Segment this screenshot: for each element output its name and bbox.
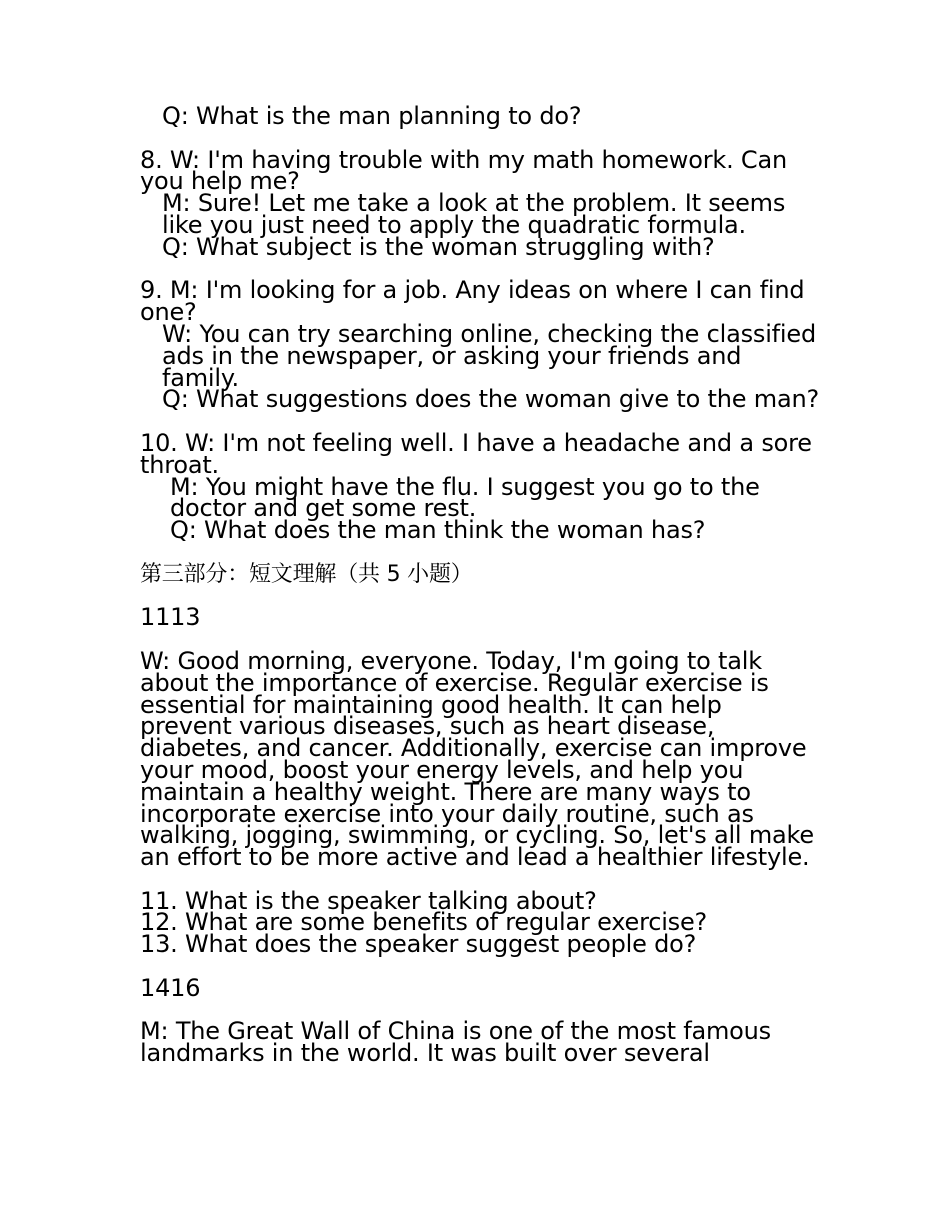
section-3-heading-block	[140, 561, 820, 587]
dialogue-8-question: Q: What subject is the woman struggling with?	[162, 232, 715, 261]
dialogue-10-man: M: You might have the flu. I suggest you go to the doctor and get some rest.	[170, 472, 768, 523]
dialogue-8-man: M: Sure! Let me take a look at the problem. It seems like you just need to apply the quadratic formula.	[162, 189, 793, 239]
dialogue-7-question-block	[140, 102, 820, 130]
passage-1-questions	[140, 886, 820, 959]
question-13: 13. What does the speaker suggest people do?	[140, 930, 697, 959]
group-1-label-block	[140, 603, 820, 632]
dialogue-10	[140, 428, 820, 545]
dialogue-9-man: 9. M: I'm looking for a job. Any ideas on where I can find one?	[140, 276, 812, 327]
passage-2-block	[140, 1017, 820, 1068]
group-1-label: 1113	[140, 603, 201, 632]
dialogue-9	[140, 276, 824, 414]
dialogue-9-woman: W: You can try searching online, checking the classified ads in the newspaper, or asking your friends and family.	[162, 319, 824, 392]
dialogue-10-woman: 10. W: I'm not feeling well. I have a headache and a sore throat.	[140, 428, 820, 479]
dialogue-8-woman: 8. W: I'm having trouble with my math homework. Can you help me?	[140, 145, 795, 196]
dialogue-8	[140, 145, 820, 261]
document-body	[140, 102, 824, 1087]
dialogue-10-question: Q: What does the man think the woman has?	[170, 516, 706, 545]
group-2-label-block	[140, 973, 820, 1002]
question-11: 11. What is the speaker talking about?	[140, 886, 597, 915]
dialogue-9-question: Q: What suggestions does the woman give to the man?	[162, 385, 819, 414]
section-3-heading: 第三部分：短文理解（共 5 小题）	[140, 561, 473, 587]
question-12: 12. What are some benefits of regular exercise?	[140, 908, 708, 937]
passage-2-text: M: The Great Wall of China is one of the most famous landmarks in the world. It was built over several	[140, 1017, 779, 1068]
group-2-label: 1416	[140, 973, 201, 1002]
passage-1-block	[140, 646, 822, 872]
passage-1-text: W: Good morning, everyone. Today, I'm going to talk about the importance of exercise. Regular exercise is essential for maintaining good health. It can help prevent various diseases, such as heart disease, diabetes, and cancer. Additionally, exercise can improve your mood, boost your energy levels, and help you maintain a healthy weight. There are many ways to incorporate exercise into your daily routine, such as walking, jogging, swimming, or cycling. So, let's all make an effort to be more active and lead a healthier lifestyle.	[140, 646, 822, 872]
dialogue-7-question: Q: What is the man planning to do?	[162, 102, 582, 130]
